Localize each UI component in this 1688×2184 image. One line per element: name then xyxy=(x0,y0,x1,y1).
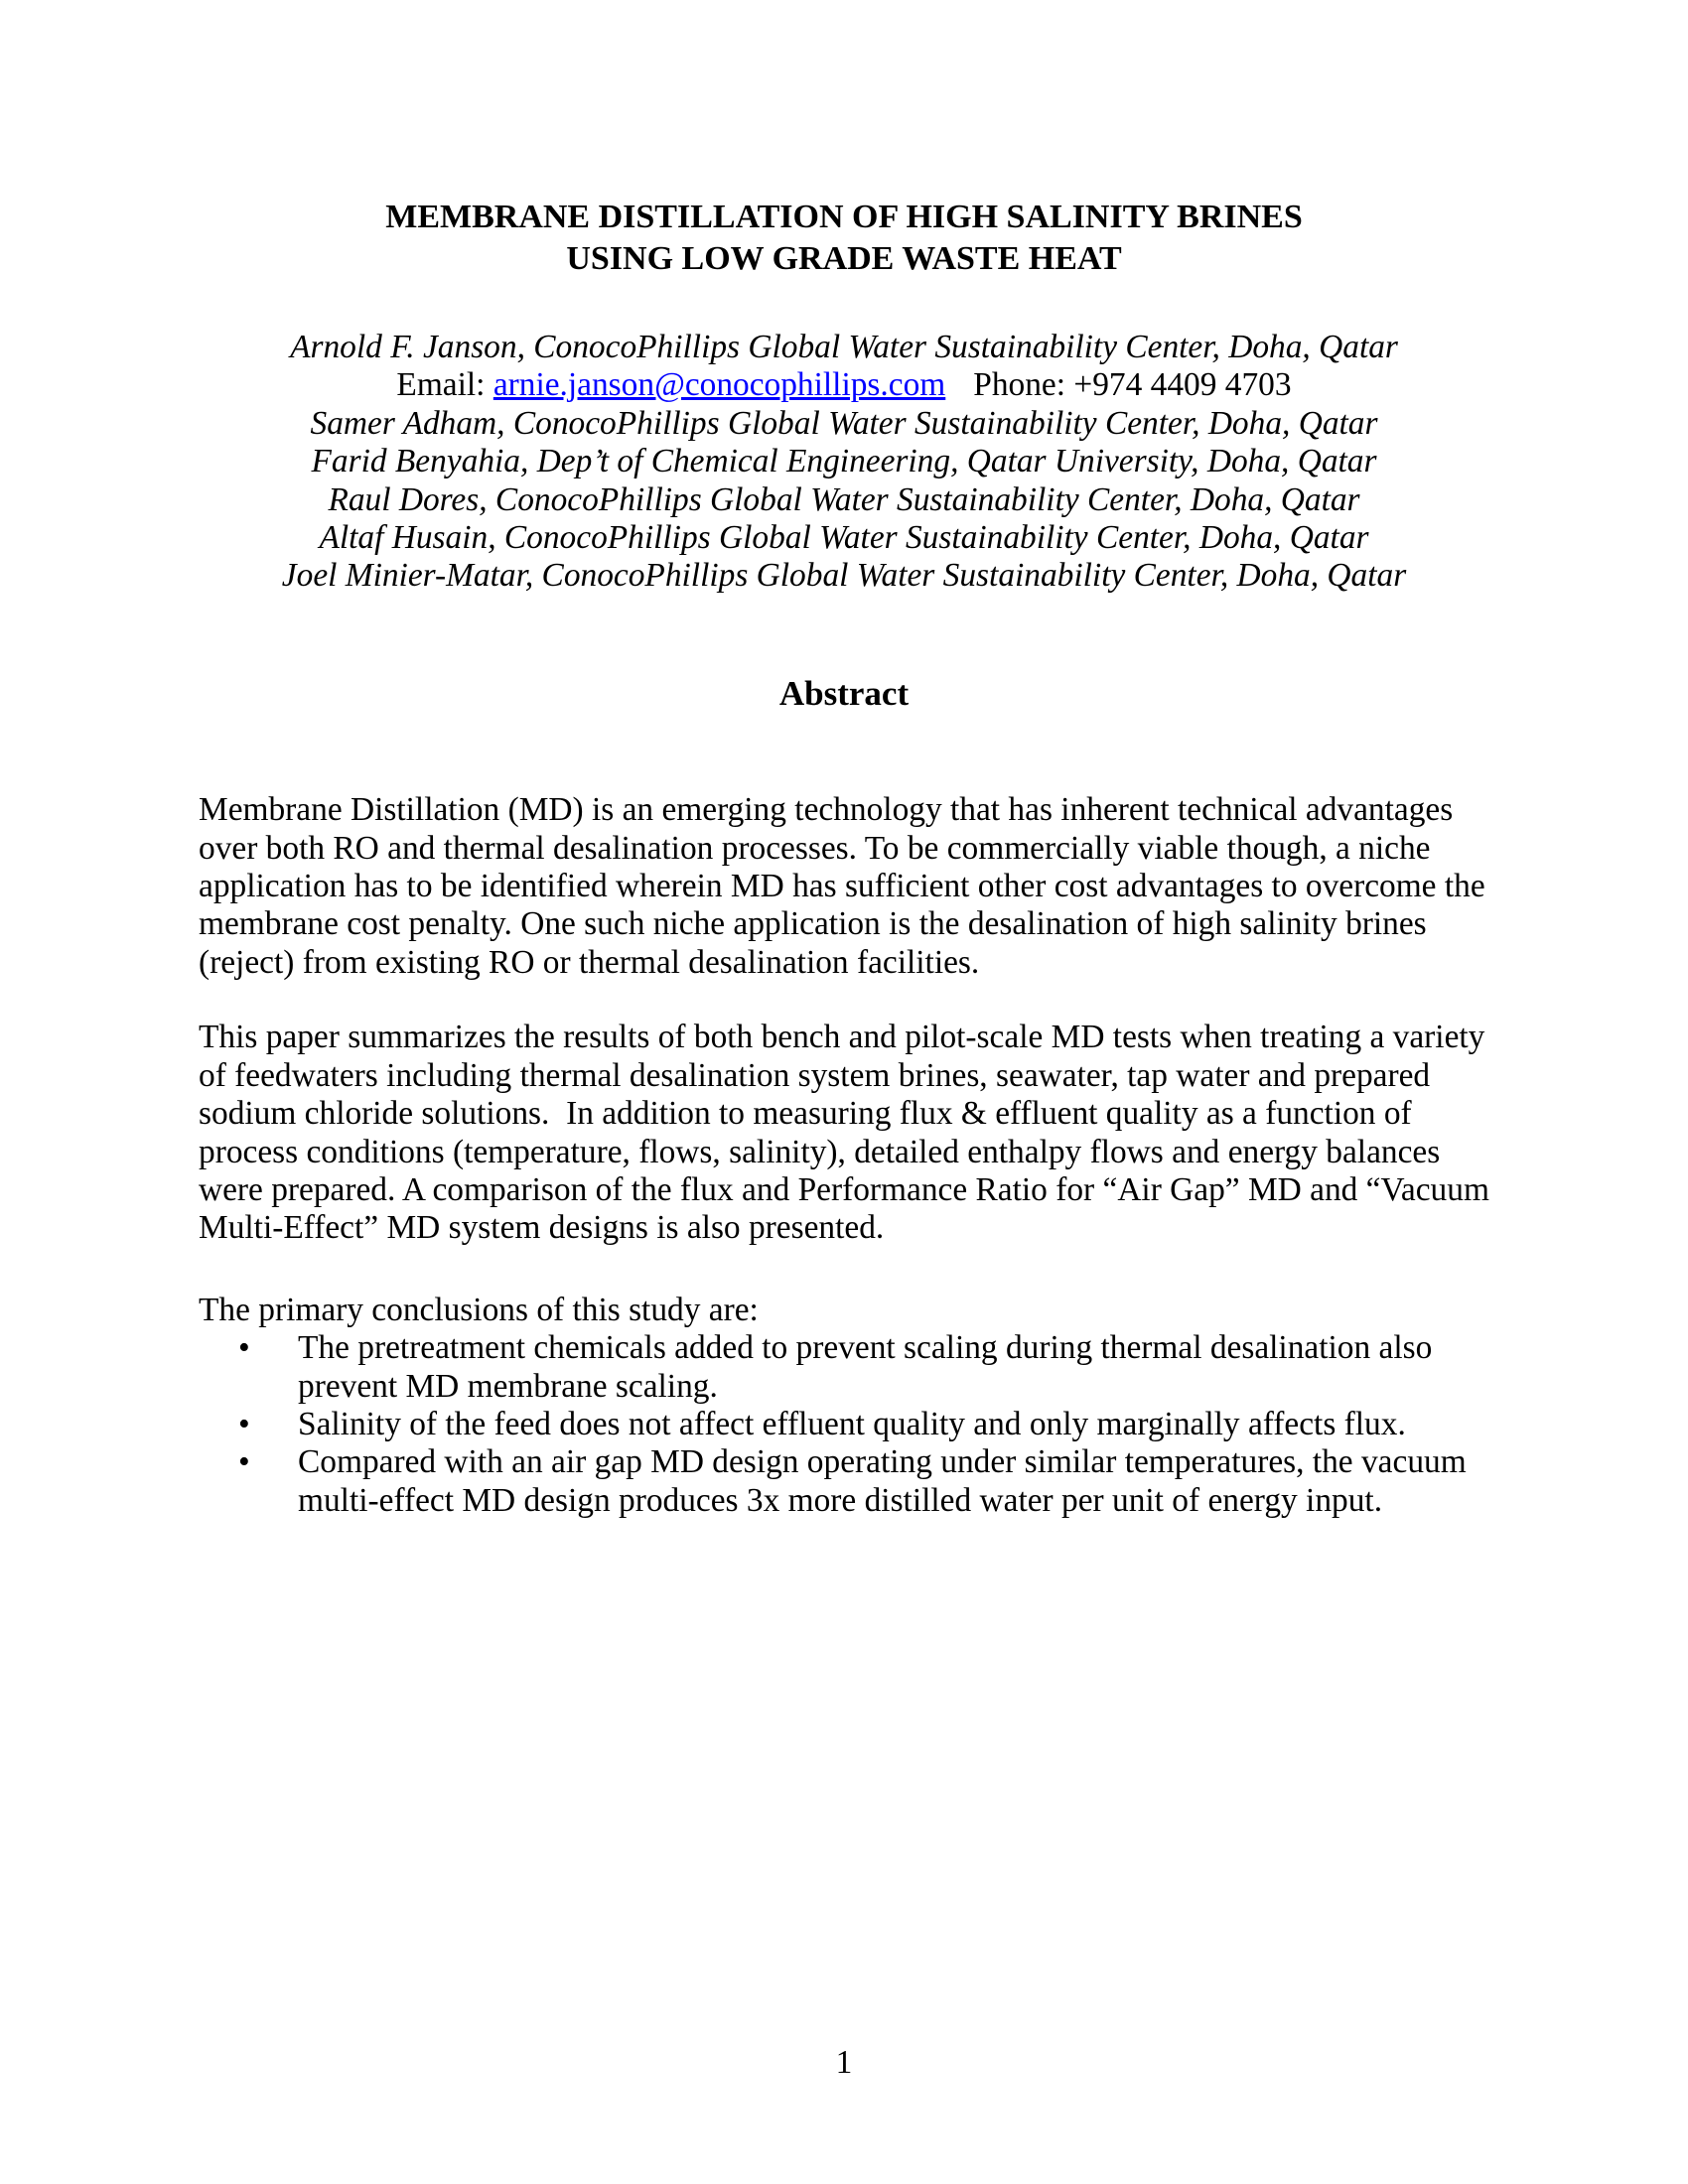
list-item-text: Salinity of the feed does not affect effluent quality and only marginally affects flux. xyxy=(298,1405,1406,1442)
abstract-paragraph-1: Membrane Distillation (MD) is an emerging technology that has inherent technical advantages over both RO and thermal desalination processes. To be commercially viable though, a niche application has to be identified wherein MD has sufficient other cost advantages to overcome the membrane cost penalty. One such niche application is the desalination of high salinity brines (reject) from existing RO or thermal desalination facilities. xyxy=(199,791,1494,981)
phone-text xyxy=(973,366,1291,403)
author-block xyxy=(199,329,1489,596)
author-line-4: Raul Dores, ConocoPhillips Global Water Sustainability Center, Doha, Qatar xyxy=(328,480,1360,518)
abstract-paragraph-2: This paper summarizes the results of both bench and pilot-scale MD tests when treating a variety of feedwaters including thermal desalination system brines, seawater, tap water and prepared sodium chloride solutions. In addition to measuring flux & effluent quality as a function of process conditions (temperature, flows, salinity), detailed enthalpy flows and energy balances were prepared. A comparison of the flux and Performance Ratio for “Air Gap” MD and “Vacuum Multi-Effect” MD system designs is also presented. xyxy=(199,1019,1498,1247)
author-line-1: Arnold F. Janson, ConocoPhillips Global Water Sustainability Center, Doha, Qatar xyxy=(290,329,1398,365)
paper-title-line-2: USING LOW GRADE WASTE HEAT xyxy=(566,240,1122,277)
author-line-5: Altaf Husain, ConocoPhillips Global Water Sustainability Center, Doha, Qatar xyxy=(319,519,1369,557)
conclusions-lead: The primary conclusions of this study are: xyxy=(199,1291,759,1328)
author-line-6: Joel Minier-Matar, ConocoPhillips Global Water Sustainability Center, Doha, Qatar xyxy=(281,557,1407,595)
page-number: 1 xyxy=(835,2044,853,2081)
page-content xyxy=(199,0,1498,1520)
email-label: Email: xyxy=(396,366,486,404)
list-item xyxy=(199,1329,1489,1406)
list-item-text: The pretreatment chemicals added to prevent scaling during thermal desalination also prevent MD membrane scaling. xyxy=(298,1329,1433,1405)
phone-label: Phone: xyxy=(973,366,1066,404)
paper-title xyxy=(199,197,1489,280)
contact-line xyxy=(199,366,1489,404)
author-line-3: Farid Benyahia, Dep’t of Chemical Engineering, Qatar University, Doha, Qatar xyxy=(311,443,1377,480)
bullet-icon: • xyxy=(238,1329,250,1367)
bullet-icon: • xyxy=(238,1405,250,1442)
list-item xyxy=(199,1443,1489,1520)
bullet-icon: • xyxy=(238,1443,250,1481)
author-line-2: Samer Adham, ConocoPhillips Global Water Sustainability Center, Doha, Qatar xyxy=(310,404,1378,442)
list-item xyxy=(199,1406,1489,1443)
abstract-heading: Abstract xyxy=(778,673,910,713)
list-item-text: Compared with an air gap MD design operating under similar temperatures, the vacuum multi-effect MD design produces 3x more distilled water per unit of energy input. xyxy=(298,1443,1467,1519)
conclusions-list xyxy=(199,1329,1489,1520)
paper-title-line-1: MEMBRANE DISTILLATION OF HIGH SALINITY BRINES xyxy=(385,199,1303,235)
email-link[interactable]: arnie.janson@conocophillips.com xyxy=(492,366,946,404)
phone-number: +974 4409 4703 xyxy=(1073,366,1292,404)
